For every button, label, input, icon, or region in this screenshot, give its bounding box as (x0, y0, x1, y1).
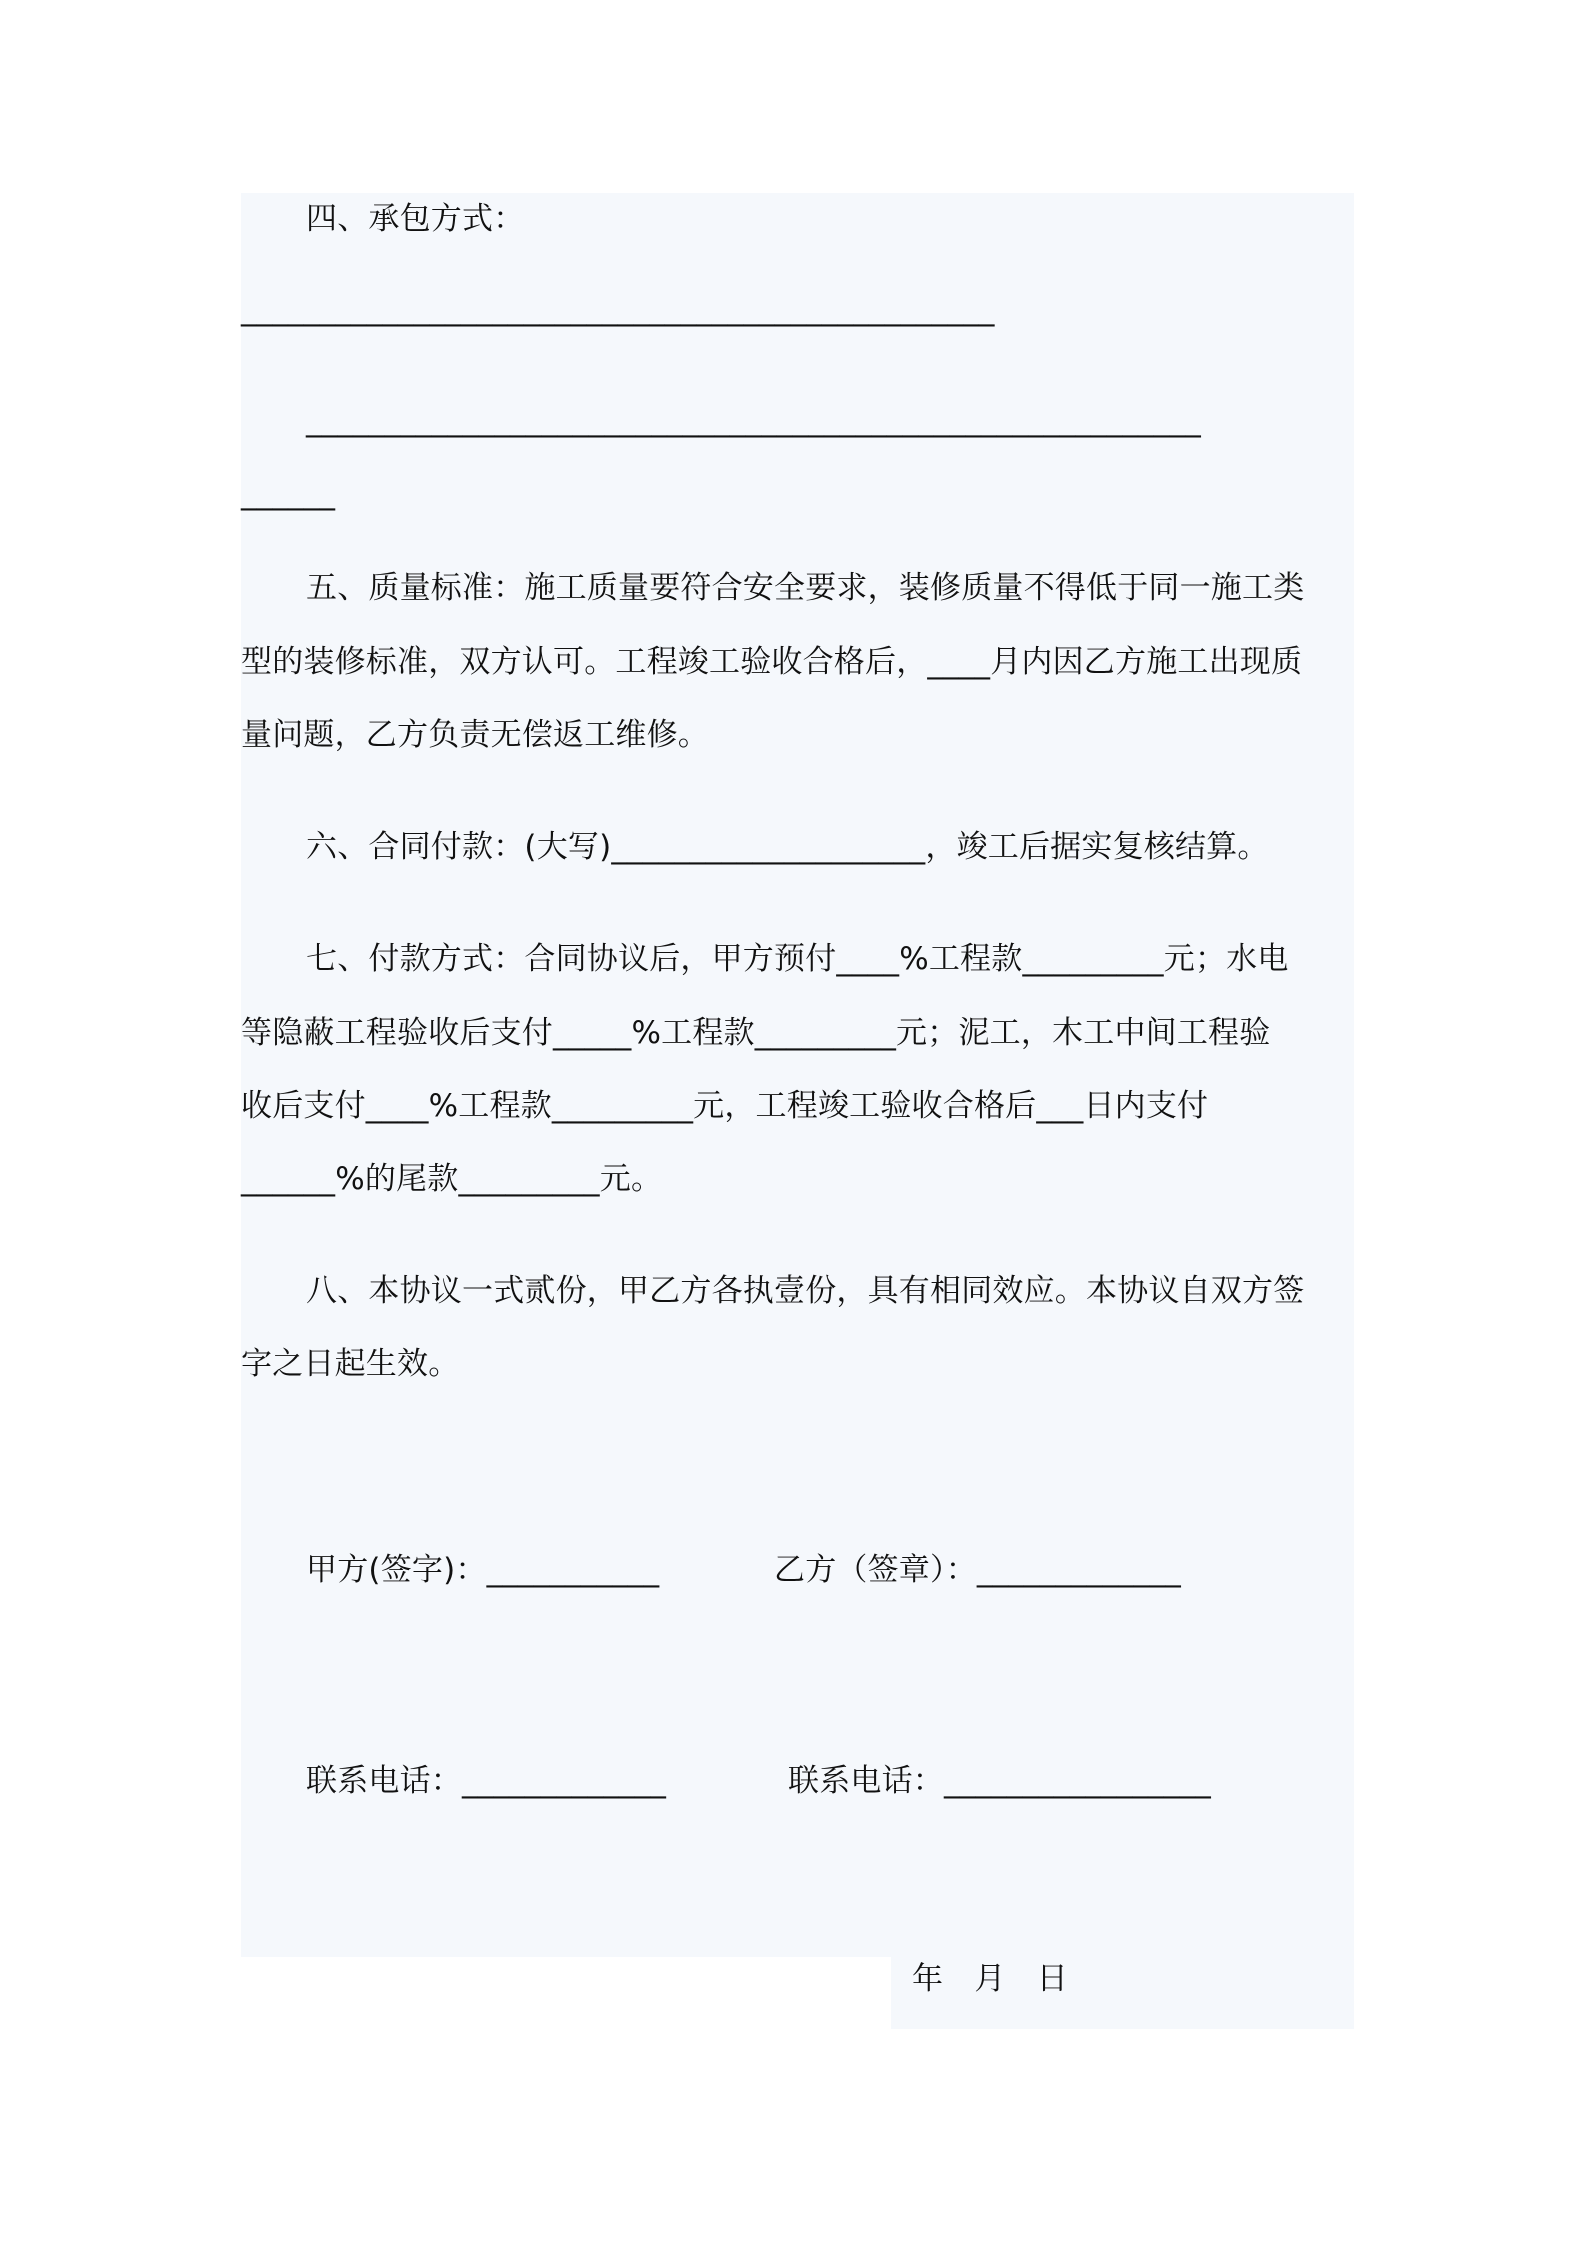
section-7-line-4: ______%的尾款_________元。 (241, 1161, 663, 1197)
party-b-phone: 联系电话：_________________ (788, 1763, 1211, 1799)
section-7-line-3: 收后支付____%工程款_________元，工程竣工验收合格后___日内支付 (241, 1088, 1209, 1124)
section-4-blank-line-1: ________________________________________________ (241, 291, 995, 327)
document-background (241, 193, 1354, 1957)
party-b-signature: 乙方（签章）：_____________ (774, 1552, 1181, 1588)
section-4-blank-line-2: _________________________________________________________ (306, 402, 1201, 438)
party-a-signature: 甲方(签字)：___________ (306, 1552, 660, 1588)
section-5-line-1: 五、质量标准：施工质量要符合安全要求，装修质量不得低于同一施工类 (306, 570, 1305, 606)
section-4-blank-line-3: ______ (241, 475, 336, 511)
section-7-line-2: 等隐蔽工程验收后支付_____%工程款_________元；泥工，木工中间工程验 (241, 1015, 1271, 1051)
party-a-phone: 联系电话：_____________ (306, 1763, 667, 1799)
section-8-line-1: 八、本协议一式贰份，甲乙方各执壹份，具有相同效应。本协议自双方签 (306, 1273, 1305, 1309)
section-5-line-3: 量问题，乙方负责无偿返工维修。 (241, 717, 709, 753)
section-8-line-2: 字之日起生效。 (241, 1346, 460, 1382)
section-4-heading: 四、承包方式： (306, 201, 525, 237)
section-6-line-1: 六、合同付款：(大写)____________________，竣工后据实复核结算。 (306, 829, 1269, 865)
section-7-line-1: 七、付款方式：合同协议后，甲方预付____%工程款_________元；水电 (306, 941, 1289, 977)
section-5-line-2: 型的装修标准，双方认可。工程竣工验收合格后，____月内因乙方施工出现质 (241, 644, 1303, 680)
date-line: 年 月 日 (912, 1961, 1068, 1997)
